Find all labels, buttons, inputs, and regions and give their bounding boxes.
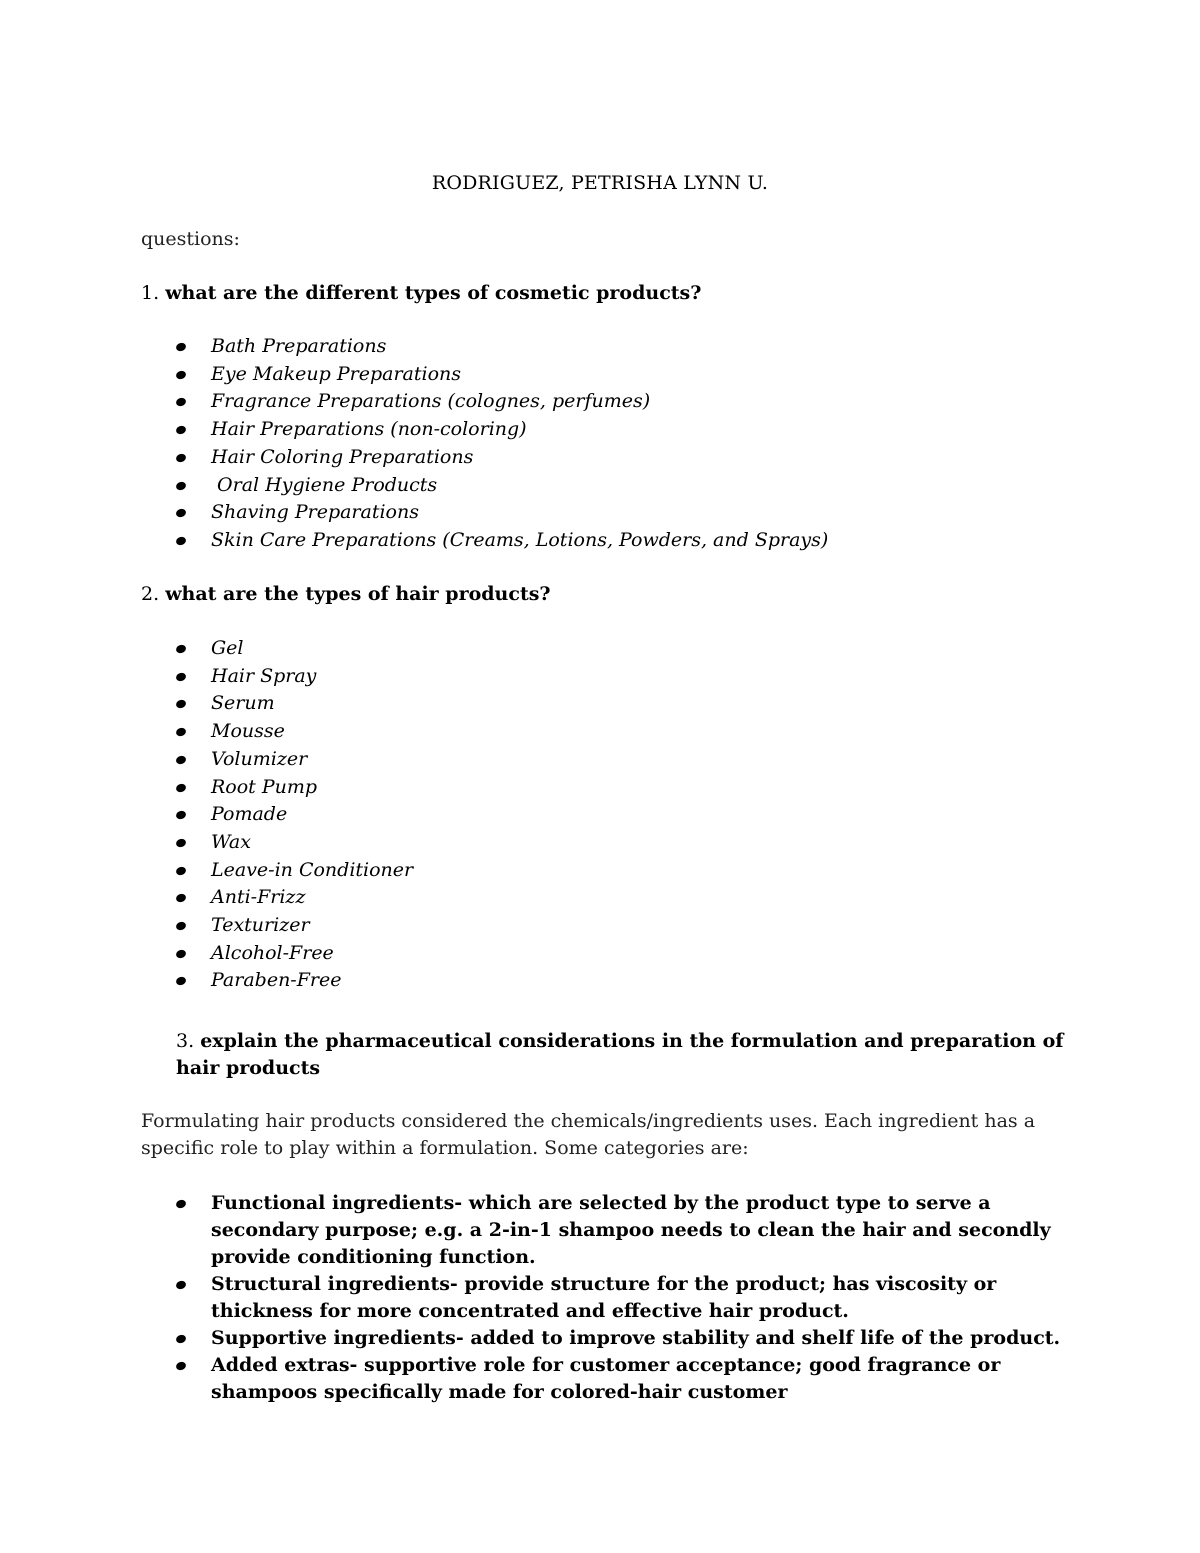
list-item: Serum [176,690,413,718]
list-item: Texturizer [176,912,413,940]
question-1-text: what are the different types of cosmetic products? [165,282,702,304]
list-item: Hair Spray [176,663,413,691]
bullet-icon [175,644,187,655]
list-item: Hair Preparations (non-coloring) [176,416,828,444]
list-item: Functional ingredients- which are selected by the product type to serve a secondary purpose; e.g. a 2-in-1 shampoo needs to clean the hair and secondly provide conditioning function. [176,1190,1076,1271]
answer-paragraph: Formulating hair products considered the chemicals/ingredients uses. Each ingredient has a specific role to play within a formulation. Some categories are: [141,1110,1036,1159]
cosmetic-types-list [176,333,828,555]
ingredient-categories-list [176,1190,1076,1406]
bullet-icon [175,1280,187,1291]
bullet-icon [175,535,187,546]
list-item: Wax [176,829,413,857]
list-item: Leave-in Conditioner [176,857,413,885]
list-item: Pomade [176,801,413,829]
question-1-number: 1. [141,282,160,304]
hair-products-list [176,635,413,995]
bullet-icon [175,782,187,793]
bullet-icon [175,1361,187,1372]
list-item: Alcohol-Free [176,940,413,968]
list-item: Structural ingredients- provide structure for the product; has viscosity or thickness for more concentrated and effective hair product. [176,1271,1076,1325]
list-item: Added extras- supportive role for customer acceptance; good fragrance or shampoos specifically made for colored-hair customer [176,1352,1076,1406]
list-item: Fragrance Preparations (colognes, perfumes) [176,388,828,416]
list-item: Skin Care Preparations (Creams, Lotions, Powders, and Sprays) [176,527,828,555]
bullet-icon [175,893,187,904]
list-item: Oral Hygiene Products [176,472,828,500]
question-2 [141,581,551,608]
list-item: Volumizer [176,746,413,774]
list-item: Root Pump [176,774,413,802]
question-3 [176,1028,1076,1082]
questions-label: questions: [141,228,240,250]
bullet-icon [175,369,187,380]
question-2-text: what are the types of hair products? [165,583,551,605]
bullet-icon [175,921,187,932]
question-1 [141,280,701,307]
author-name: RODRIGUEZ, PETRISHA LYNN U. [431,172,769,194]
list-item: Mousse [176,718,413,746]
question-2-number: 2. [141,583,160,605]
bullet-icon [175,865,187,876]
bullet-icon [175,425,187,436]
bullet-icon [175,727,187,738]
list-item: Gel [176,635,413,663]
list-item: Bath Preparations [176,333,828,361]
bullet-icon [175,699,187,710]
bullet-icon [175,1334,187,1345]
list-item: Supportive ingredients- added to improve stability and shelf life of the product. [176,1325,1076,1352]
bullet-icon [175,397,187,408]
bullet-icon [175,671,187,682]
list-item: Hair Coloring Preparations [176,444,828,472]
list-item: Eye Makeup Preparations [176,361,828,389]
list-item: Paraben-Free [176,967,413,995]
list-item: Shaving Preparations [176,499,828,527]
bullet-icon [175,810,187,821]
bullet-icon [175,976,187,987]
bullet-icon [175,452,187,463]
question-3-number: 3. [176,1030,195,1052]
bullet-icon [175,754,187,765]
bullet-icon [175,342,187,353]
list-item: Anti-Frizz [176,884,413,912]
bullet-icon [175,837,187,848]
bullet-icon [175,480,187,491]
bullet-icon [175,1199,187,1210]
question-3-text: explain the pharmaceutical considerations in the formulation and preparation of hair products [176,1030,1064,1079]
bullet-icon [175,508,187,519]
bullet-icon [175,948,187,959]
